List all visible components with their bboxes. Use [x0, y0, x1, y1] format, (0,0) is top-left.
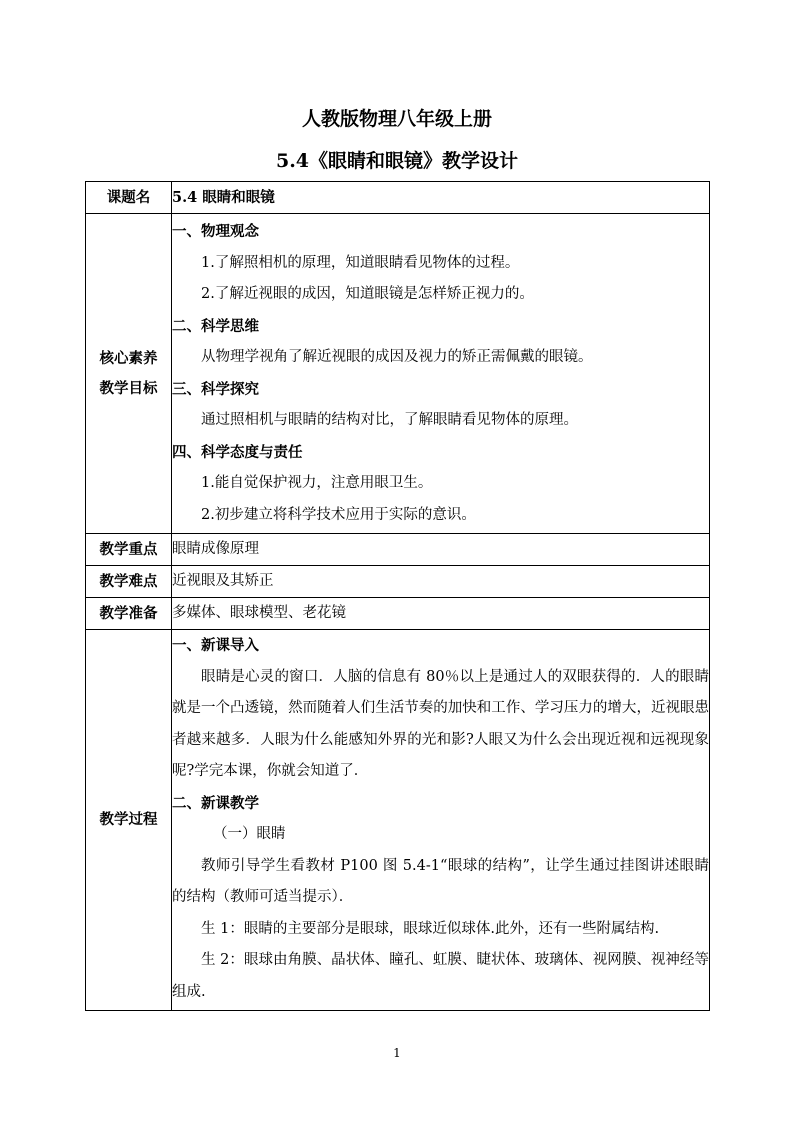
goals-item: 从物理学视角了解近视眼的成因及视力的矫正需佩戴的眼镜。 [201, 349, 593, 365]
goals-row [86, 214, 710, 534]
goals-content [172, 214, 710, 534]
goals-item: 2.初步建立将科学技术应用于实际的意识。 [201, 506, 476, 523]
page-number: 1 [393, 1046, 401, 1060]
process-content [172, 630, 710, 1011]
goals-label [86, 214, 172, 534]
difficulty-row [86, 566, 710, 598]
goals-label-line2: 教学目标 [99, 379, 158, 397]
preparation-row [86, 598, 710, 630]
process-section-1: 一、新课导入 [172, 637, 259, 654]
goals-heading-3: 三、科学探究 [172, 380, 259, 398]
key-point-value: 眼睛成像原理 [172, 534, 710, 566]
goals-label-line1: 核心素养 [99, 349, 158, 367]
document-title: 人教版物理八年级上册 [301, 108, 492, 130]
process-paragraph: 眼睛是心灵的窗口．人脑的信息有 80％以上是通过人的双眼获得的．人的眼睛就是一个凸透镜，然而随着人们生活节奏的加快和工作、学习压力的增大，近视眼患者越来越多．人眼为什么能感知外界的光和影?人眼又为什么会出现近视和远视现象呢?学完本课，你就会知道了． [172, 668, 709, 779]
process-paragraph: 生 1：眼睛的主要部分是眼球，眼球近似球体.此外，还有一些附属结构. [201, 920, 660, 937]
difficulty-value: 近视眼及其矫正 [172, 566, 710, 598]
key-point-row [86, 534, 710, 566]
difficulty-label: 教学难点 [86, 566, 172, 598]
topic-label: 课题名 [86, 182, 172, 214]
process-paragraph: 教师引导学生看教材 P100 图 5.4-1“眼球的结构”，让学生通过挂图讲述眼睛的结构（教师可适当提示）． [172, 857, 709, 905]
goals-heading-4: 四、科学态度与责任 [172, 443, 303, 461]
topic-value: 5.4 眼睛和眼镜 [172, 182, 710, 214]
process-paragraph: 生 2：眼球由角膜、晶状体、瞳孔、虹膜、睫状体、玻璃体、视网膜、视神经等组成. [172, 952, 709, 1000]
topic-row [86, 182, 710, 214]
goals-item: 1.了解照相机的原理，知道眼睛看见物体的过程。 [201, 254, 520, 271]
process-row [86, 630, 710, 1011]
document-subtitle: 5.4《眼睛和眼镜》教学设计 [275, 150, 519, 172]
process-label: 教学过程 [86, 630, 172, 1011]
process-subsection: （一）眼睛 [213, 826, 286, 842]
goals-heading-2: 二、科学思维 [172, 317, 259, 335]
key-point-label: 教学重点 [86, 534, 172, 566]
goals-item: 通过照相机与眼睛的结构对比，了解眼睛看见物体的原理。 [201, 412, 578, 428]
preparation-label: 教学准备 [86, 598, 172, 630]
process-section-2: 二、新课教学 [172, 794, 259, 812]
lesson-plan-table [85, 181, 710, 1011]
goals-heading-1: 一、物理观念 [172, 223, 259, 240]
goals-item: 2.了解近视眼的成因，知道眼镜是怎样矫正视力的。 [201, 286, 534, 302]
goals-item: 1.能自觉保护视力，注意用眼卫生。 [201, 475, 433, 491]
preparation-value: 多媒体、眼球模型、老花镜 [172, 598, 710, 630]
